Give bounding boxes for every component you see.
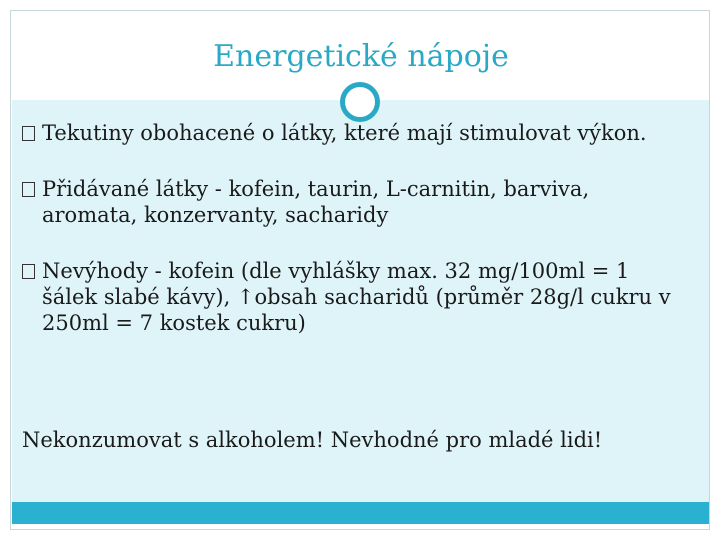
bullet-box-icon [22, 126, 35, 141]
bullet-text: Tekutiny obohacené o látky, které mají stimulovat výkon. [42, 121, 647, 145]
bullet-box-icon [22, 182, 35, 197]
bullet-list [22, 120, 682, 366]
bullet-item [22, 176, 682, 228]
circle-divider-icon [340, 82, 380, 122]
bullet-text: Nevýhody - kofein (dle vyhlášky max. 32 mg/100ml = 1 šálek slabé kávy), ↑obsah sacharidů (průměr 28g/l cukru v 250ml = 7 kostek cukru) [42, 259, 671, 335]
footer-bar [12, 502, 709, 524]
bullet-box-icon [22, 264, 35, 279]
bullet-item [22, 258, 682, 336]
slide-title: Energetické nápoje [213, 39, 509, 74]
bullet-item [22, 120, 682, 146]
bullet-text: Přidávané látky - kofein, taurin, L-carnitin, barviva, aromata, konzervanty, sacharidy [42, 177, 590, 227]
warning-note: Nekonzumovat s alkoholem! Nevhodné pro mladé lidi! [22, 428, 603, 452]
